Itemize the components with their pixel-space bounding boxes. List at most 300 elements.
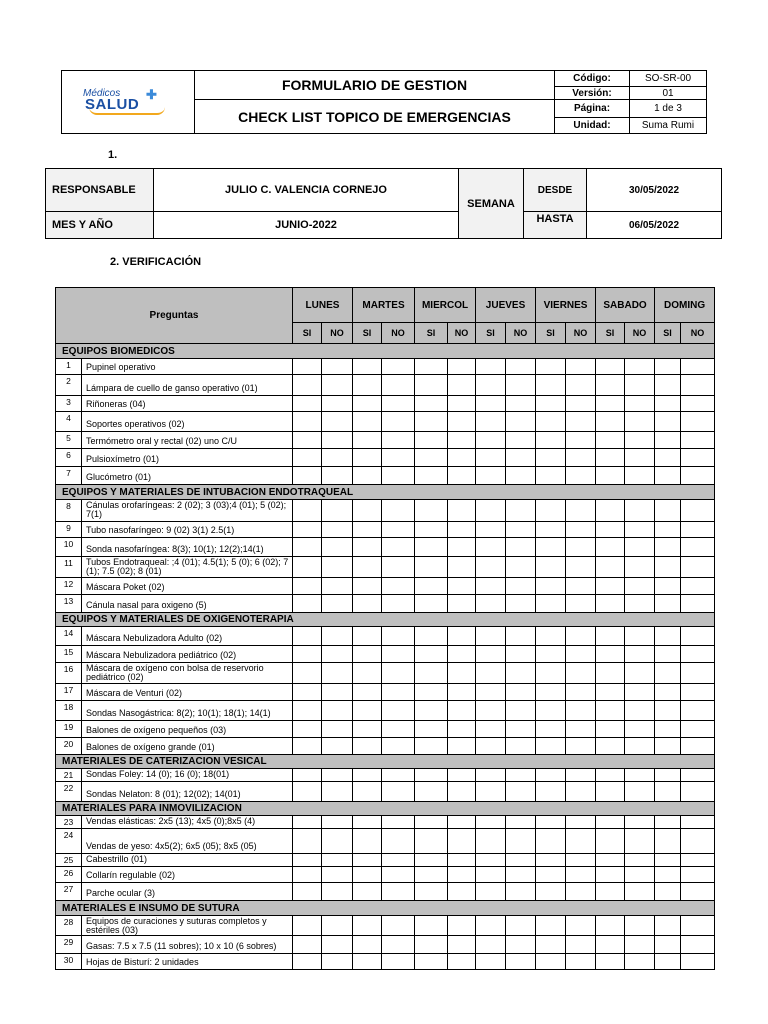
si-check-cell[interactable] xyxy=(353,432,382,449)
no-check-cell[interactable] xyxy=(382,684,415,701)
no-check-cell[interactable] xyxy=(322,396,353,412)
si-check-cell[interactable] xyxy=(353,829,382,854)
no-check-cell[interactable] xyxy=(382,595,415,613)
no-check-cell[interactable] xyxy=(382,359,415,375)
si-check-cell[interactable] xyxy=(655,359,681,375)
no-check-cell[interactable] xyxy=(382,867,415,883)
no-check-cell[interactable] xyxy=(625,883,655,901)
no-check-cell[interactable] xyxy=(566,432,596,449)
no-check-cell[interactable] xyxy=(566,396,596,412)
si-check-cell[interactable] xyxy=(476,936,506,954)
no-check-cell[interactable] xyxy=(681,954,715,970)
no-check-cell[interactable] xyxy=(625,936,655,954)
si-check-cell[interactable] xyxy=(596,522,625,538)
no-check-cell[interactable] xyxy=(681,684,715,701)
si-check-cell[interactable] xyxy=(415,684,448,701)
no-check-cell[interactable] xyxy=(322,954,353,970)
no-check-cell[interactable] xyxy=(625,646,655,663)
no-check-cell[interactable] xyxy=(506,936,536,954)
si-check-cell[interactable] xyxy=(293,557,322,578)
no-check-cell[interactable] xyxy=(382,829,415,854)
si-check-cell[interactable] xyxy=(293,375,322,396)
no-check-cell[interactable] xyxy=(625,538,655,557)
si-check-cell[interactable] xyxy=(596,867,625,883)
si-check-cell[interactable] xyxy=(655,829,681,854)
no-check-cell[interactable] xyxy=(322,449,353,467)
si-check-cell[interactable] xyxy=(536,359,566,375)
si-check-cell[interactable] xyxy=(655,522,681,538)
no-check-cell[interactable] xyxy=(566,627,596,646)
si-check-cell[interactable] xyxy=(415,412,448,432)
si-check-cell[interactable] xyxy=(596,721,625,738)
si-check-cell[interactable] xyxy=(596,557,625,578)
no-check-cell[interactable] xyxy=(322,769,353,782)
no-check-cell[interactable] xyxy=(566,721,596,738)
no-check-cell[interactable] xyxy=(625,375,655,396)
si-check-cell[interactable] xyxy=(596,738,625,755)
no-check-cell[interactable] xyxy=(566,816,596,829)
no-check-cell[interactable] xyxy=(322,782,353,802)
no-check-cell[interactable] xyxy=(322,829,353,854)
si-check-cell[interactable] xyxy=(415,854,448,867)
si-check-cell[interactable] xyxy=(536,412,566,432)
si-check-cell[interactable] xyxy=(415,396,448,412)
si-check-cell[interactable] xyxy=(655,500,681,522)
si-check-cell[interactable] xyxy=(293,954,322,970)
no-check-cell[interactable] xyxy=(681,769,715,782)
no-check-cell[interactable] xyxy=(322,854,353,867)
si-check-cell[interactable] xyxy=(415,936,448,954)
si-check-cell[interactable] xyxy=(536,883,566,901)
no-check-cell[interactable] xyxy=(566,883,596,901)
si-check-cell[interactable] xyxy=(353,769,382,782)
si-check-cell[interactable] xyxy=(293,936,322,954)
si-check-cell[interactable] xyxy=(476,449,506,467)
no-check-cell[interactable] xyxy=(681,883,715,901)
si-check-cell[interactable] xyxy=(415,916,448,936)
si-check-cell[interactable] xyxy=(596,396,625,412)
no-check-cell[interactable] xyxy=(681,375,715,396)
no-check-cell[interactable] xyxy=(681,538,715,557)
no-check-cell[interactable] xyxy=(566,646,596,663)
no-check-cell[interactable] xyxy=(566,782,596,802)
no-check-cell[interactable] xyxy=(681,854,715,867)
si-check-cell[interactable] xyxy=(536,769,566,782)
no-check-cell[interactable] xyxy=(448,954,476,970)
no-check-cell[interactable] xyxy=(322,538,353,557)
si-check-cell[interactable] xyxy=(476,883,506,901)
no-check-cell[interactable] xyxy=(448,578,476,595)
si-check-cell[interactable] xyxy=(293,816,322,829)
si-check-cell[interactable] xyxy=(353,359,382,375)
si-check-cell[interactable] xyxy=(293,829,322,854)
no-check-cell[interactable] xyxy=(625,738,655,755)
si-check-cell[interactable] xyxy=(476,432,506,449)
si-check-cell[interactable] xyxy=(476,557,506,578)
si-check-cell[interactable] xyxy=(476,412,506,432)
no-check-cell[interactable] xyxy=(681,936,715,954)
si-check-cell[interactable] xyxy=(415,646,448,663)
no-check-cell[interactable] xyxy=(448,538,476,557)
si-check-cell[interactable] xyxy=(476,663,506,684)
si-check-cell[interactable] xyxy=(655,396,681,412)
no-check-cell[interactable] xyxy=(566,829,596,854)
si-check-cell[interactable] xyxy=(415,954,448,970)
si-check-cell[interactable] xyxy=(415,701,448,721)
si-check-cell[interactable] xyxy=(293,627,322,646)
si-check-cell[interactable] xyxy=(536,701,566,721)
no-check-cell[interactable] xyxy=(566,701,596,721)
no-check-cell[interactable] xyxy=(506,359,536,375)
no-check-cell[interactable] xyxy=(625,396,655,412)
no-check-cell[interactable] xyxy=(566,412,596,432)
no-check-cell[interactable] xyxy=(566,854,596,867)
no-check-cell[interactable] xyxy=(681,829,715,854)
no-check-cell[interactable] xyxy=(382,721,415,738)
no-check-cell[interactable] xyxy=(322,500,353,522)
si-check-cell[interactable] xyxy=(293,769,322,782)
no-check-cell[interactable] xyxy=(681,816,715,829)
no-check-cell[interactable] xyxy=(448,854,476,867)
no-check-cell[interactable] xyxy=(448,412,476,432)
si-check-cell[interactable] xyxy=(655,916,681,936)
no-check-cell[interactable] xyxy=(448,883,476,901)
si-check-cell[interactable] xyxy=(655,595,681,613)
no-check-cell[interactable] xyxy=(448,782,476,802)
si-check-cell[interactable] xyxy=(476,359,506,375)
no-check-cell[interactable] xyxy=(506,738,536,755)
si-check-cell[interactable] xyxy=(415,769,448,782)
si-check-cell[interactable] xyxy=(596,500,625,522)
no-check-cell[interactable] xyxy=(382,412,415,432)
si-check-cell[interactable] xyxy=(293,721,322,738)
no-check-cell[interactable] xyxy=(681,595,715,613)
si-check-cell[interactable] xyxy=(293,684,322,701)
si-check-cell[interactable] xyxy=(536,916,566,936)
si-check-cell[interactable] xyxy=(596,375,625,396)
no-check-cell[interactable] xyxy=(625,721,655,738)
no-check-cell[interactable] xyxy=(448,557,476,578)
si-check-cell[interactable] xyxy=(536,557,566,578)
si-check-cell[interactable] xyxy=(353,578,382,595)
si-check-cell[interactable] xyxy=(596,816,625,829)
si-check-cell[interactable] xyxy=(536,829,566,854)
no-check-cell[interactable] xyxy=(322,557,353,578)
si-check-cell[interactable] xyxy=(353,557,382,578)
si-check-cell[interactable] xyxy=(655,663,681,684)
no-check-cell[interactable] xyxy=(322,595,353,613)
si-check-cell[interactable] xyxy=(536,721,566,738)
no-check-cell[interactable] xyxy=(382,936,415,954)
si-check-cell[interactable] xyxy=(415,816,448,829)
no-check-cell[interactable] xyxy=(448,769,476,782)
no-check-cell[interactable] xyxy=(448,829,476,854)
si-check-cell[interactable] xyxy=(293,359,322,375)
no-check-cell[interactable] xyxy=(506,701,536,721)
no-check-cell[interactable] xyxy=(681,467,715,485)
si-check-cell[interactable] xyxy=(536,627,566,646)
no-check-cell[interactable] xyxy=(681,646,715,663)
no-check-cell[interactable] xyxy=(382,432,415,449)
si-check-cell[interactable] xyxy=(353,916,382,936)
no-check-cell[interactable] xyxy=(566,595,596,613)
no-check-cell[interactable] xyxy=(382,449,415,467)
no-check-cell[interactable] xyxy=(681,578,715,595)
si-check-cell[interactable] xyxy=(476,854,506,867)
si-check-cell[interactable] xyxy=(596,684,625,701)
no-check-cell[interactable] xyxy=(681,663,715,684)
si-check-cell[interactable] xyxy=(293,432,322,449)
no-check-cell[interactable] xyxy=(448,449,476,467)
si-check-cell[interactable] xyxy=(596,538,625,557)
no-check-cell[interactable] xyxy=(322,432,353,449)
si-check-cell[interactable] xyxy=(655,782,681,802)
no-check-cell[interactable] xyxy=(322,412,353,432)
no-check-cell[interactable] xyxy=(322,627,353,646)
no-check-cell[interactable] xyxy=(382,646,415,663)
si-check-cell[interactable] xyxy=(415,738,448,755)
no-check-cell[interactable] xyxy=(382,701,415,721)
no-check-cell[interactable] xyxy=(506,557,536,578)
si-check-cell[interactable] xyxy=(596,627,625,646)
si-check-cell[interactable] xyxy=(293,883,322,901)
si-check-cell[interactable] xyxy=(353,684,382,701)
si-check-cell[interactable] xyxy=(655,467,681,485)
si-check-cell[interactable] xyxy=(596,769,625,782)
no-check-cell[interactable] xyxy=(382,627,415,646)
si-check-cell[interactable] xyxy=(536,854,566,867)
no-check-cell[interactable] xyxy=(382,396,415,412)
si-check-cell[interactable] xyxy=(476,916,506,936)
no-check-cell[interactable] xyxy=(382,883,415,901)
no-check-cell[interactable] xyxy=(681,782,715,802)
no-check-cell[interactable] xyxy=(625,663,655,684)
si-check-cell[interactable] xyxy=(655,557,681,578)
no-check-cell[interactable] xyxy=(566,738,596,755)
si-check-cell[interactable] xyxy=(353,538,382,557)
no-check-cell[interactable] xyxy=(506,538,536,557)
no-check-cell[interactable] xyxy=(506,449,536,467)
no-check-cell[interactable] xyxy=(566,769,596,782)
no-check-cell[interactable] xyxy=(566,663,596,684)
si-check-cell[interactable] xyxy=(596,829,625,854)
si-check-cell[interactable] xyxy=(655,412,681,432)
no-check-cell[interactable] xyxy=(506,684,536,701)
si-check-cell[interactable] xyxy=(353,867,382,883)
no-check-cell[interactable] xyxy=(681,500,715,522)
no-check-cell[interactable] xyxy=(566,954,596,970)
no-check-cell[interactable] xyxy=(681,396,715,412)
no-check-cell[interactable] xyxy=(566,359,596,375)
si-check-cell[interactable] xyxy=(596,646,625,663)
no-check-cell[interactable] xyxy=(322,721,353,738)
no-check-cell[interactable] xyxy=(506,595,536,613)
no-check-cell[interactable] xyxy=(566,916,596,936)
no-check-cell[interactable] xyxy=(382,375,415,396)
no-check-cell[interactable] xyxy=(322,867,353,883)
no-check-cell[interactable] xyxy=(322,578,353,595)
no-check-cell[interactable] xyxy=(448,467,476,485)
si-check-cell[interactable] xyxy=(476,538,506,557)
no-check-cell[interactable] xyxy=(681,432,715,449)
si-check-cell[interactable] xyxy=(655,646,681,663)
no-check-cell[interactable] xyxy=(566,867,596,883)
no-check-cell[interactable] xyxy=(322,936,353,954)
si-check-cell[interactable] xyxy=(476,721,506,738)
no-check-cell[interactable] xyxy=(506,663,536,684)
si-check-cell[interactable] xyxy=(596,432,625,449)
no-check-cell[interactable] xyxy=(448,432,476,449)
no-check-cell[interactable] xyxy=(448,396,476,412)
no-check-cell[interactable] xyxy=(625,769,655,782)
no-check-cell[interactable] xyxy=(448,867,476,883)
no-check-cell[interactable] xyxy=(506,646,536,663)
si-check-cell[interactable] xyxy=(596,359,625,375)
no-check-cell[interactable] xyxy=(382,557,415,578)
si-check-cell[interactable] xyxy=(415,595,448,613)
si-check-cell[interactable] xyxy=(293,500,322,522)
si-check-cell[interactable] xyxy=(476,396,506,412)
si-check-cell[interactable] xyxy=(655,701,681,721)
no-check-cell[interactable] xyxy=(566,557,596,578)
no-check-cell[interactable] xyxy=(625,829,655,854)
no-check-cell[interactable] xyxy=(322,663,353,684)
no-check-cell[interactable] xyxy=(566,578,596,595)
si-check-cell[interactable] xyxy=(293,867,322,883)
no-check-cell[interactable] xyxy=(506,578,536,595)
no-check-cell[interactable] xyxy=(448,359,476,375)
si-check-cell[interactable] xyxy=(293,396,322,412)
no-check-cell[interactable] xyxy=(681,738,715,755)
no-check-cell[interactable] xyxy=(382,663,415,684)
no-check-cell[interactable] xyxy=(448,595,476,613)
si-check-cell[interactable] xyxy=(655,684,681,701)
no-check-cell[interactable] xyxy=(448,500,476,522)
no-check-cell[interactable] xyxy=(625,701,655,721)
no-check-cell[interactable] xyxy=(681,557,715,578)
si-check-cell[interactable] xyxy=(293,449,322,467)
no-check-cell[interactable] xyxy=(566,538,596,557)
si-check-cell[interactable] xyxy=(536,578,566,595)
no-check-cell[interactable] xyxy=(382,467,415,485)
no-check-cell[interactable] xyxy=(681,449,715,467)
no-check-cell[interactable] xyxy=(625,595,655,613)
si-check-cell[interactable] xyxy=(353,816,382,829)
si-check-cell[interactable] xyxy=(655,854,681,867)
si-check-cell[interactable] xyxy=(655,954,681,970)
no-check-cell[interactable] xyxy=(506,916,536,936)
si-check-cell[interactable] xyxy=(353,663,382,684)
no-check-cell[interactable] xyxy=(681,412,715,432)
no-check-cell[interactable] xyxy=(448,684,476,701)
si-check-cell[interactable] xyxy=(293,646,322,663)
no-check-cell[interactable] xyxy=(448,916,476,936)
si-check-cell[interactable] xyxy=(476,738,506,755)
no-check-cell[interactable] xyxy=(506,627,536,646)
si-check-cell[interactable] xyxy=(415,867,448,883)
si-check-cell[interactable] xyxy=(293,538,322,557)
si-check-cell[interactable] xyxy=(536,738,566,755)
si-check-cell[interactable] xyxy=(655,769,681,782)
si-check-cell[interactable] xyxy=(536,646,566,663)
si-check-cell[interactable] xyxy=(536,684,566,701)
no-check-cell[interactable] xyxy=(382,854,415,867)
no-check-cell[interactable] xyxy=(322,816,353,829)
no-check-cell[interactable] xyxy=(625,954,655,970)
si-check-cell[interactable] xyxy=(596,578,625,595)
si-check-cell[interactable] xyxy=(476,769,506,782)
si-check-cell[interactable] xyxy=(476,467,506,485)
si-check-cell[interactable] xyxy=(353,701,382,721)
si-check-cell[interactable] xyxy=(655,375,681,396)
no-check-cell[interactable] xyxy=(681,721,715,738)
si-check-cell[interactable] xyxy=(596,782,625,802)
si-check-cell[interactable] xyxy=(536,936,566,954)
no-check-cell[interactable] xyxy=(506,412,536,432)
no-check-cell[interactable] xyxy=(322,916,353,936)
si-check-cell[interactable] xyxy=(536,522,566,538)
no-check-cell[interactable] xyxy=(506,854,536,867)
no-check-cell[interactable] xyxy=(625,816,655,829)
si-check-cell[interactable] xyxy=(655,432,681,449)
no-check-cell[interactable] xyxy=(448,738,476,755)
si-check-cell[interactable] xyxy=(476,684,506,701)
si-check-cell[interactable] xyxy=(415,467,448,485)
no-check-cell[interactable] xyxy=(566,500,596,522)
si-check-cell[interactable] xyxy=(353,412,382,432)
no-check-cell[interactable] xyxy=(681,522,715,538)
no-check-cell[interactable] xyxy=(681,916,715,936)
si-check-cell[interactable] xyxy=(655,627,681,646)
no-check-cell[interactable] xyxy=(506,522,536,538)
no-check-cell[interactable] xyxy=(382,500,415,522)
si-check-cell[interactable] xyxy=(476,782,506,802)
no-check-cell[interactable] xyxy=(506,432,536,449)
si-check-cell[interactable] xyxy=(655,883,681,901)
si-check-cell[interactable] xyxy=(353,936,382,954)
no-check-cell[interactable] xyxy=(625,522,655,538)
no-check-cell[interactable] xyxy=(625,412,655,432)
si-check-cell[interactable] xyxy=(655,936,681,954)
si-check-cell[interactable] xyxy=(293,701,322,721)
no-check-cell[interactable] xyxy=(448,663,476,684)
si-check-cell[interactable] xyxy=(353,782,382,802)
no-check-cell[interactable] xyxy=(448,721,476,738)
no-check-cell[interactable] xyxy=(625,500,655,522)
si-check-cell[interactable] xyxy=(476,500,506,522)
si-check-cell[interactable] xyxy=(596,936,625,954)
si-check-cell[interactable] xyxy=(596,954,625,970)
si-check-cell[interactable] xyxy=(293,467,322,485)
no-check-cell[interactable] xyxy=(448,936,476,954)
si-check-cell[interactable] xyxy=(536,432,566,449)
no-check-cell[interactable] xyxy=(506,769,536,782)
si-check-cell[interactable] xyxy=(476,867,506,883)
si-check-cell[interactable] xyxy=(415,359,448,375)
si-check-cell[interactable] xyxy=(353,738,382,755)
no-check-cell[interactable] xyxy=(506,867,536,883)
si-check-cell[interactable] xyxy=(415,578,448,595)
no-check-cell[interactable] xyxy=(625,854,655,867)
no-check-cell[interactable] xyxy=(625,359,655,375)
no-check-cell[interactable] xyxy=(506,375,536,396)
no-check-cell[interactable] xyxy=(625,627,655,646)
no-check-cell[interactable] xyxy=(625,449,655,467)
no-check-cell[interactable] xyxy=(322,684,353,701)
si-check-cell[interactable] xyxy=(353,467,382,485)
si-check-cell[interactable] xyxy=(293,522,322,538)
no-check-cell[interactable] xyxy=(322,359,353,375)
